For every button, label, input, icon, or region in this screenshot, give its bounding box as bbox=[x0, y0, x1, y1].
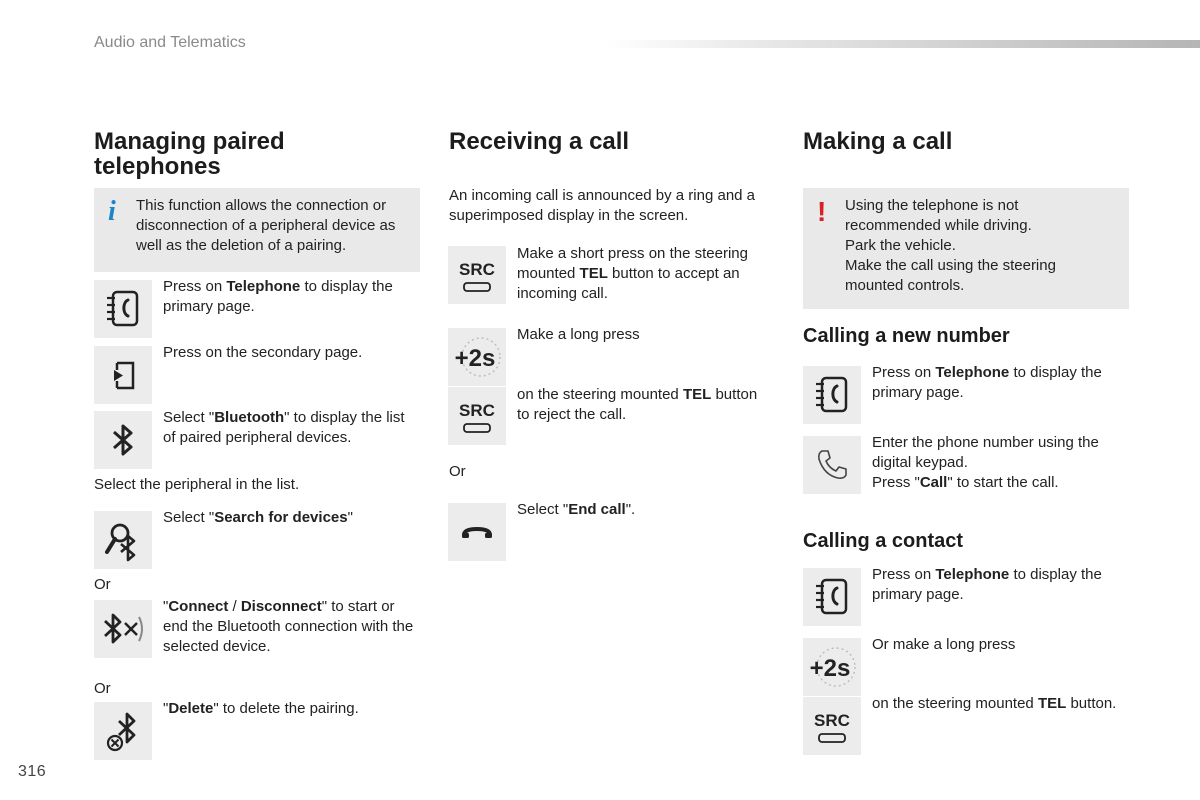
step-new-number-telephone: Press on Telephone to display the primary page. bbox=[872, 364, 1102, 401]
telephone-icon bbox=[803, 568, 861, 626]
step-contact-tel-button: on the steering mounted TEL button. bbox=[872, 695, 1117, 712]
long-press-two-seconds-icon bbox=[803, 638, 861, 696]
calling-contact-heading: Calling a contact bbox=[803, 530, 964, 552]
step-accept-call: Make a short press on the steering mounted TEL button to accept an incoming call. bbox=[517, 245, 748, 302]
secondary-page-icon bbox=[94, 346, 152, 404]
receiving-call-intro: An incoming call is announced by a ring and a superimposed display in the screen. bbox=[449, 187, 756, 224]
search-devices-icon bbox=[94, 511, 152, 569]
receiving-a-call-heading: Receiving a call bbox=[449, 128, 630, 155]
calling-new-number-heading: Calling a new number bbox=[803, 325, 1010, 347]
step-connect-disconnect: "Connect / Disconnect" to start or end the Bluetooth connection with the selected device. bbox=[163, 598, 414, 655]
bluetooth-icon bbox=[94, 411, 152, 469]
telephone-icon bbox=[94, 280, 152, 338]
info-note bbox=[94, 188, 420, 272]
warning-note-text: Using the telephone is not recommended while driving. Park the vehicle. Make the call using the steering mounted controls. bbox=[845, 197, 1056, 294]
step-delete-pairing: "Delete" to delete the pairing. bbox=[163, 700, 359, 717]
delete-pairing-icon bbox=[94, 702, 152, 760]
telephone-icon bbox=[803, 366, 861, 424]
making-a-call-heading: Making a call bbox=[803, 128, 953, 155]
step-contact-long-press: Or make a long press bbox=[872, 636, 1016, 653]
src-label: SRC bbox=[459, 260, 495, 279]
step-reject-call: on the steering mounted TEL button to reject the call. bbox=[517, 386, 758, 423]
step-telephone-primary: Press on Telephone to display the primary page. bbox=[163, 278, 393, 315]
step-contact-telephone: Press on Telephone to display the primary page. bbox=[872, 566, 1102, 603]
step-bluetooth: Select "Bluetooth" to display the list of paired peripheral devices. bbox=[163, 409, 405, 446]
section-title: Audio and Telematics bbox=[94, 34, 246, 51]
src-tel-button-icon bbox=[448, 246, 506, 304]
src-tel-button-icon-3 bbox=[803, 697, 861, 755]
src-tel-button-icon-2 bbox=[448, 387, 506, 445]
end-call-icon bbox=[448, 503, 506, 561]
header-gradient-bar bbox=[605, 40, 1200, 48]
or-label-3: Or bbox=[449, 463, 466, 480]
step-secondary-page: Press on the secondary page. bbox=[163, 344, 363, 361]
step-enter-number: Enter the phone number using the digital keypad. Press "Call" to start the call. bbox=[872, 434, 1099, 491]
warning-note bbox=[803, 188, 1129, 309]
step-end-call: Select "End call". bbox=[517, 501, 636, 518]
src-label: SRC bbox=[459, 401, 495, 420]
step-long-press: Make a long press bbox=[517, 326, 640, 343]
src-label: SRC bbox=[814, 711, 850, 730]
long-press-two-seconds-icon bbox=[448, 328, 506, 386]
connect-disconnect-icon bbox=[94, 600, 152, 658]
info-icon: i bbox=[108, 196, 116, 227]
phone-handset-icon bbox=[803, 436, 861, 494]
warning-icon: ! bbox=[817, 196, 827, 227]
page-number: 316 bbox=[18, 763, 47, 780]
two-seconds-label: +2s bbox=[809, 655, 851, 682]
managing-paired-telephones-heading: Managing paired telephones bbox=[94, 128, 285, 180]
select-peripheral-text: Select the peripheral in the list. bbox=[94, 476, 300, 493]
info-note-text: This function allows the connection or disconnection of a peripheral device as well as the deletion of a pairing. bbox=[136, 197, 396, 254]
or-label-1: Or bbox=[94, 576, 111, 593]
or-label-2: Or bbox=[94, 680, 111, 697]
step-search-devices: Select "Search for devices" bbox=[163, 509, 353, 526]
two-seconds-label: +2s bbox=[454, 345, 496, 372]
